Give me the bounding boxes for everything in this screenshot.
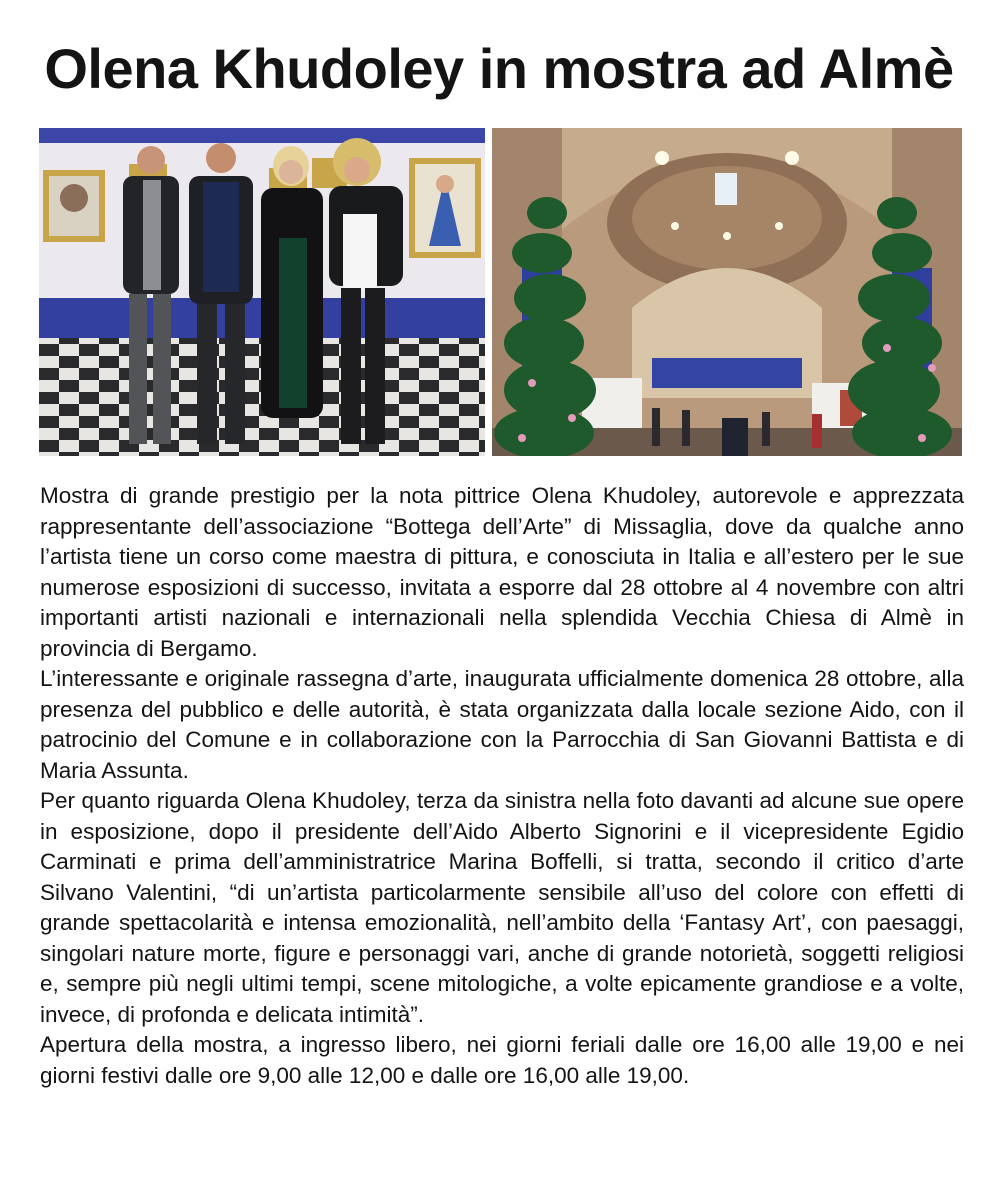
article-paragraph-1: Mostra di grande prestigio per la nota pittrice Olena Khudoley, autorevole e apprezzata rappresentante dell’associazione “Bottega dell’Arte” di Missaglia, dove da qualche anno l’artista tiene un corso come maestra di pittura, e conosciuta in Italia e all’estero per le sue numerose esposizioni di successo, invitata a esporre dal 28 ottobre al 4 novembre con altri importanti artisti nazionali e internazionali nella splendida Vecchia Chiesa di Almè in provincia di Bergamo. bbox=[40, 483, 964, 661]
article-title: Olena Khudoley in mostra ad Almè bbox=[44, 37, 954, 100]
article-body bbox=[40, 481, 964, 1091]
group-photo bbox=[39, 128, 485, 456]
article-paragraph-4: Apertura della mostra, a ingresso libero, nei giorni feriali dalle ore 16,00 alle 19,00 e nei giorni festivi dalle ore 9,00 alle 12,00 e dalle ore 16,00 alle 19,00. bbox=[40, 1032, 964, 1088]
church-exhibition-image bbox=[492, 128, 962, 456]
article-paragraph-3: Per quanto riguarda Olena Khudoley, terza da sinistra nella foto davanti ad alcune sue opere in esposizione, dopo il presidente dell’Aido Alberto Signorini e il vicepresidente Egidio Carminati e prima dell’amministratrice Marina Boffelli, si tratta, secondo il critico d’arte Silvano Valentini, “di un’artista particolarmente sensibile all’uso del colore con effetti di grande spettacolarità e intensa emozionalità, nell’ambito della ‘Fantasy Art’, con paesaggi, singolari nature morte, figure e personaggi vari, anche di grande notorietà, soggetti religiosi e, sempre più negli ultimi tempi, scene mitologiche, a volte epicamente grandiose e a volte, invece, di profonda e delicata intimità”. bbox=[40, 788, 964, 1027]
group-photo-image bbox=[39, 128, 485, 456]
article-paragraph-2: L’interessante e originale rassegna d’arte, inaugurata ufficialmente domenica 28 ottobre, alla presenza del pubblico e delle autorità, è stata organizzata dalla locale sezione Aido, con il patrocinio del Comune e in collaborazione con la Parrocchia di San Giovanni Battista e di Maria Assunta. bbox=[40, 666, 964, 783]
church-exhibition-photo bbox=[492, 128, 962, 456]
